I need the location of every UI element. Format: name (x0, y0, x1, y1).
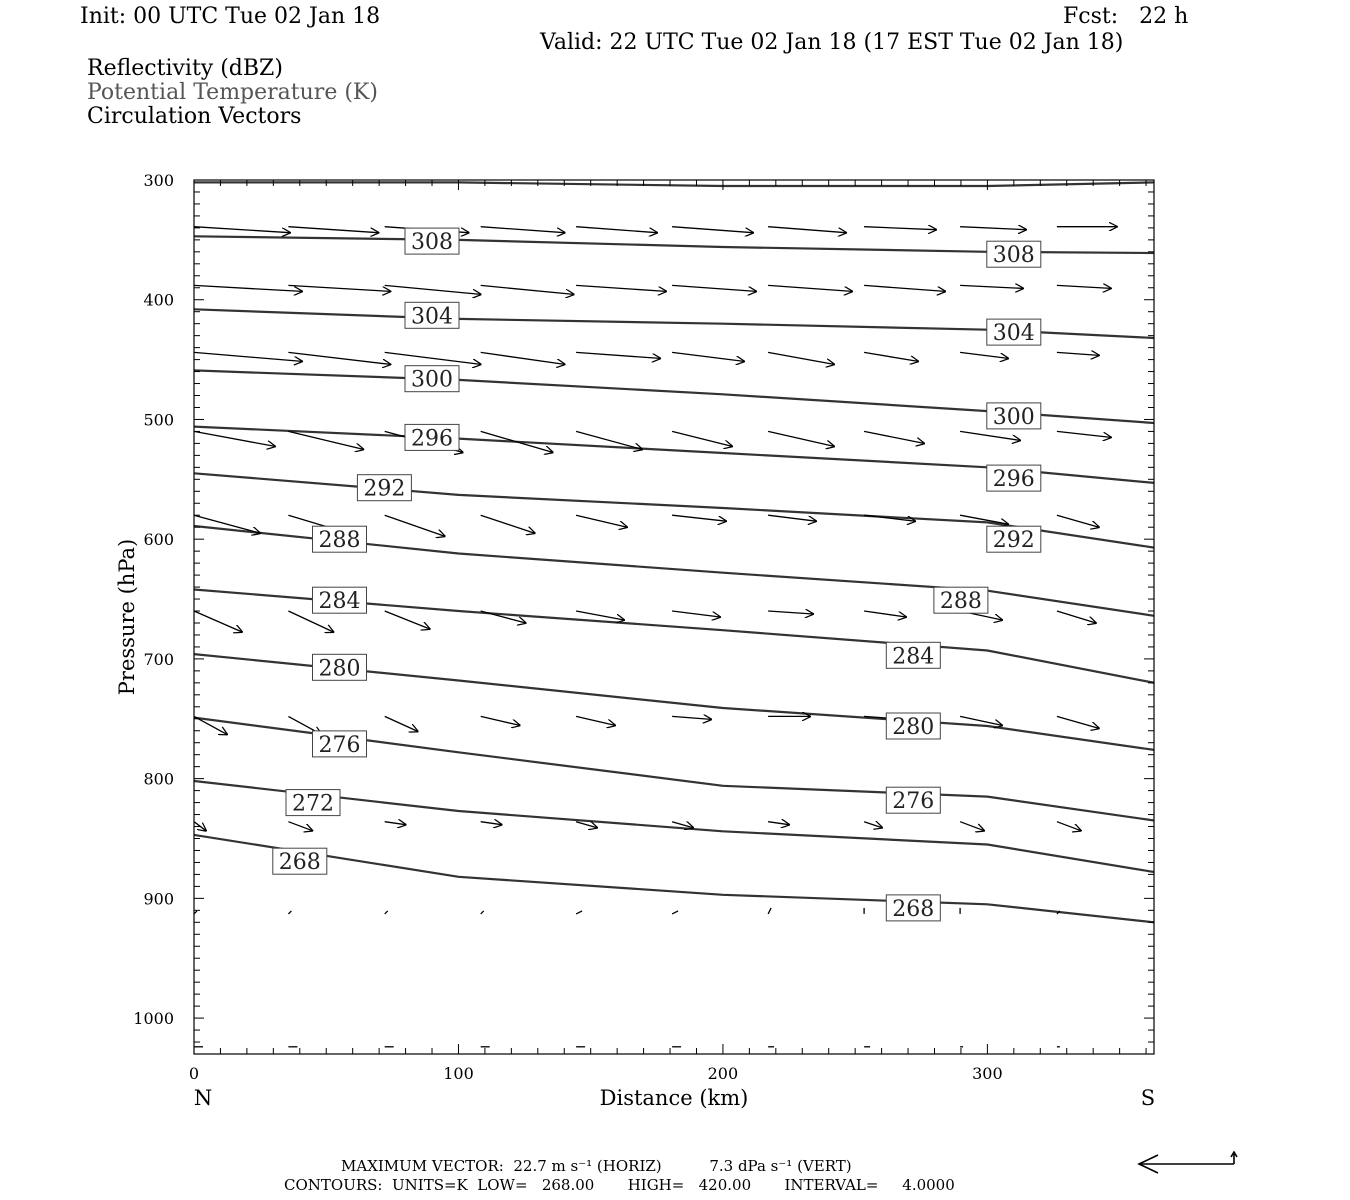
circulation-vector (672, 515, 726, 521)
circulation-vector (481, 716, 520, 725)
circulation-vector (385, 515, 445, 536)
circulation-vector (194, 227, 290, 233)
y-tick-label: 400 (143, 290, 174, 310)
circulation-vector (576, 822, 597, 828)
circulation-vector (1057, 352, 1099, 355)
circulation-vector (864, 285, 945, 291)
contour-label-276 (313, 731, 367, 758)
circulation-vector (1057, 822, 1081, 831)
circulation-vector (960, 352, 1008, 358)
circulation-vector (481, 911, 484, 914)
circulation-vector (481, 352, 565, 364)
y-axis-label: Pressure (hPa) (115, 538, 139, 696)
svg-text:296: 296 (411, 426, 453, 452)
contour-label-268 (886, 895, 940, 922)
contour-label-284 (886, 642, 940, 669)
contour-label-284 (313, 587, 367, 614)
svg-text:304: 304 (411, 304, 453, 330)
svg-text:304: 304 (992, 321, 1035, 347)
circulation-vector (385, 716, 418, 731)
circulation-vector (672, 352, 744, 361)
contour-label-288 (934, 587, 988, 614)
circulation-vector (1057, 431, 1111, 437)
y-tick-label: 700 (143, 649, 174, 669)
x-tick-label: 0 (188, 1064, 200, 1083)
tick-layer (194, 180, 1154, 1054)
contour-label-288 (313, 526, 367, 553)
circulation-vector (194, 352, 302, 361)
contour-label-292 (987, 526, 1041, 553)
circulation-vector (672, 285, 756, 291)
svg-text:288: 288 (318, 528, 361, 554)
svg-text:292: 292 (363, 476, 406, 502)
circulation-vector (864, 431, 924, 443)
circulation-vector (960, 227, 1026, 230)
contour-label-296 (987, 465, 1041, 492)
svg-text:268: 268 (892, 896, 935, 922)
circulation-vector (385, 911, 388, 914)
circulation-vector (194, 611, 242, 632)
circulation-vector (481, 515, 535, 533)
circulation-vector (864, 352, 918, 361)
contour-label-296 (405, 424, 459, 451)
svg-text:296: 296 (992, 467, 1035, 493)
valid-time: Valid: 22 UTC Tue 02 Jan 18 (17 EST Tue 02 Jan 18) (540, 30, 1124, 55)
vector-layer (194, 227, 1117, 1047)
circulation-vector (1057, 611, 1096, 623)
svg-text:288: 288 (939, 589, 982, 615)
circulation-vector (1057, 285, 1111, 288)
contour-label-layer (273, 228, 1041, 922)
circulation-vector (864, 227, 936, 230)
south-label: S (1140, 1086, 1156, 1110)
tick-label-layer (133, 171, 1002, 1083)
circulation-vector (768, 352, 834, 364)
svg-text:300: 300 (411, 367, 453, 393)
circulation-vector (768, 515, 816, 521)
y-tick-label: 300 (143, 171, 174, 190)
x-tick-label: 200 (707, 1064, 739, 1083)
svg-text:272: 272 (292, 791, 334, 817)
contour-label-280 (886, 713, 940, 740)
y-tick-label: 1000 (133, 1009, 174, 1029)
contour-label-300 (987, 403, 1041, 430)
circulation-vector (481, 227, 565, 233)
circulation-vector (672, 227, 753, 233)
circulation-vector (768, 431, 834, 446)
circulation-vector (576, 911, 582, 914)
forecast-hour: Fcst: 22 h (1063, 4, 1189, 29)
circulation-vector (864, 822, 882, 828)
svg-text:308: 308 (411, 230, 453, 256)
contour-label-308 (405, 228, 459, 255)
circulation-vector (481, 822, 502, 825)
x-tick-label: 100 (443, 1064, 474, 1083)
legend-reflectivity: Reflectivity (dBZ) (87, 56, 283, 81)
circulation-vector (672, 911, 678, 914)
legend-circulation-vectors: Circulation Vectors (87, 104, 302, 129)
circulation-vector (481, 611, 526, 623)
circulation-vector (768, 611, 813, 614)
svg-text:292: 292 (992, 528, 1035, 554)
circulation-vector (288, 352, 390, 364)
maximum-vector-note: MAXIMUM VECTOR: 22.7 m s⁻¹ (HORIZ) 7.3 dPa s⁻¹ (VERT) (341, 1157, 852, 1175)
svg-text:284: 284 (892, 644, 935, 670)
y-tick-label: 600 (143, 530, 174, 550)
circulation-vector (576, 515, 627, 527)
reference-vector-icon (1139, 1152, 1237, 1173)
contour-label-304 (987, 319, 1041, 346)
circulation-vector (385, 352, 481, 364)
circulation-vector (960, 285, 1023, 288)
contour-label-304 (405, 302, 459, 329)
isentrope-312 (194, 182, 1154, 186)
circulation-vector (768, 908, 771, 914)
circulation-vector (672, 716, 711, 719)
circulation-vector (576, 716, 615, 725)
circulation-vector (481, 431, 553, 452)
circulation-vector (288, 911, 291, 914)
circulation-vector (288, 285, 390, 291)
circulation-vector (576, 352, 660, 358)
circulation-vector (385, 611, 430, 629)
contour-label-300 (405, 366, 459, 393)
svg-text:308: 308 (992, 243, 1035, 269)
y-tick-label: 800 (143, 769, 174, 789)
svg-text:268: 268 (278, 850, 321, 876)
y-tick-label: 900 (143, 889, 174, 909)
circulation-vector (768, 227, 846, 233)
circulation-vector (1057, 716, 1099, 728)
contour-label-292 (357, 475, 411, 502)
circulation-vector (768, 822, 789, 825)
x-tick-label: 300 (972, 1064, 1003, 1083)
circulation-vector (576, 227, 657, 233)
circulation-vector (960, 822, 984, 831)
x-axis-label: Distance (km) (599, 1086, 749, 1110)
circulation-vector (385, 822, 406, 825)
svg-text:280: 280 (318, 656, 361, 682)
svg-text:276: 276 (318, 732, 361, 758)
circulation-vector (864, 611, 906, 617)
svg-text:300: 300 (992, 404, 1035, 430)
contour-label-268 (273, 848, 327, 875)
circulation-vector (672, 611, 720, 617)
circulation-vector (194, 285, 302, 291)
circulation-vector (768, 285, 852, 291)
north-label: N (193, 1086, 213, 1110)
circulation-vector (288, 822, 312, 831)
svg-text:276: 276 (892, 789, 935, 815)
contour-label-272 (286, 790, 340, 817)
circulation-vector (288, 227, 378, 233)
plot-frame (194, 180, 1154, 1054)
legend-potential-temperature: Potential Temperature (K) (87, 80, 378, 105)
circulation-vector (1057, 515, 1099, 527)
contour-label-308 (987, 241, 1041, 268)
contour-label-280 (313, 654, 367, 681)
svg-text:284: 284 (318, 589, 361, 615)
circulation-vector (672, 431, 732, 446)
y-tick-label: 500 (143, 410, 174, 430)
contour-label-276 (886, 787, 940, 814)
circulation-vector (960, 431, 1020, 440)
circulation-vector (481, 285, 574, 294)
init-time: Init: 00 UTC Tue 02 Jan 18 (80, 4, 381, 29)
circulation-vector (576, 611, 624, 620)
svg-text:280: 280 (892, 715, 935, 740)
circulation-vector (194, 431, 275, 446)
circulation-vector (576, 285, 666, 291)
circulation-vector (385, 285, 481, 294)
contour-info-note: CONTOURS: UNITS=K LOW= 268.00 HIGH= 420.00 INTERVAL= 4.0000 (284, 1176, 955, 1194)
